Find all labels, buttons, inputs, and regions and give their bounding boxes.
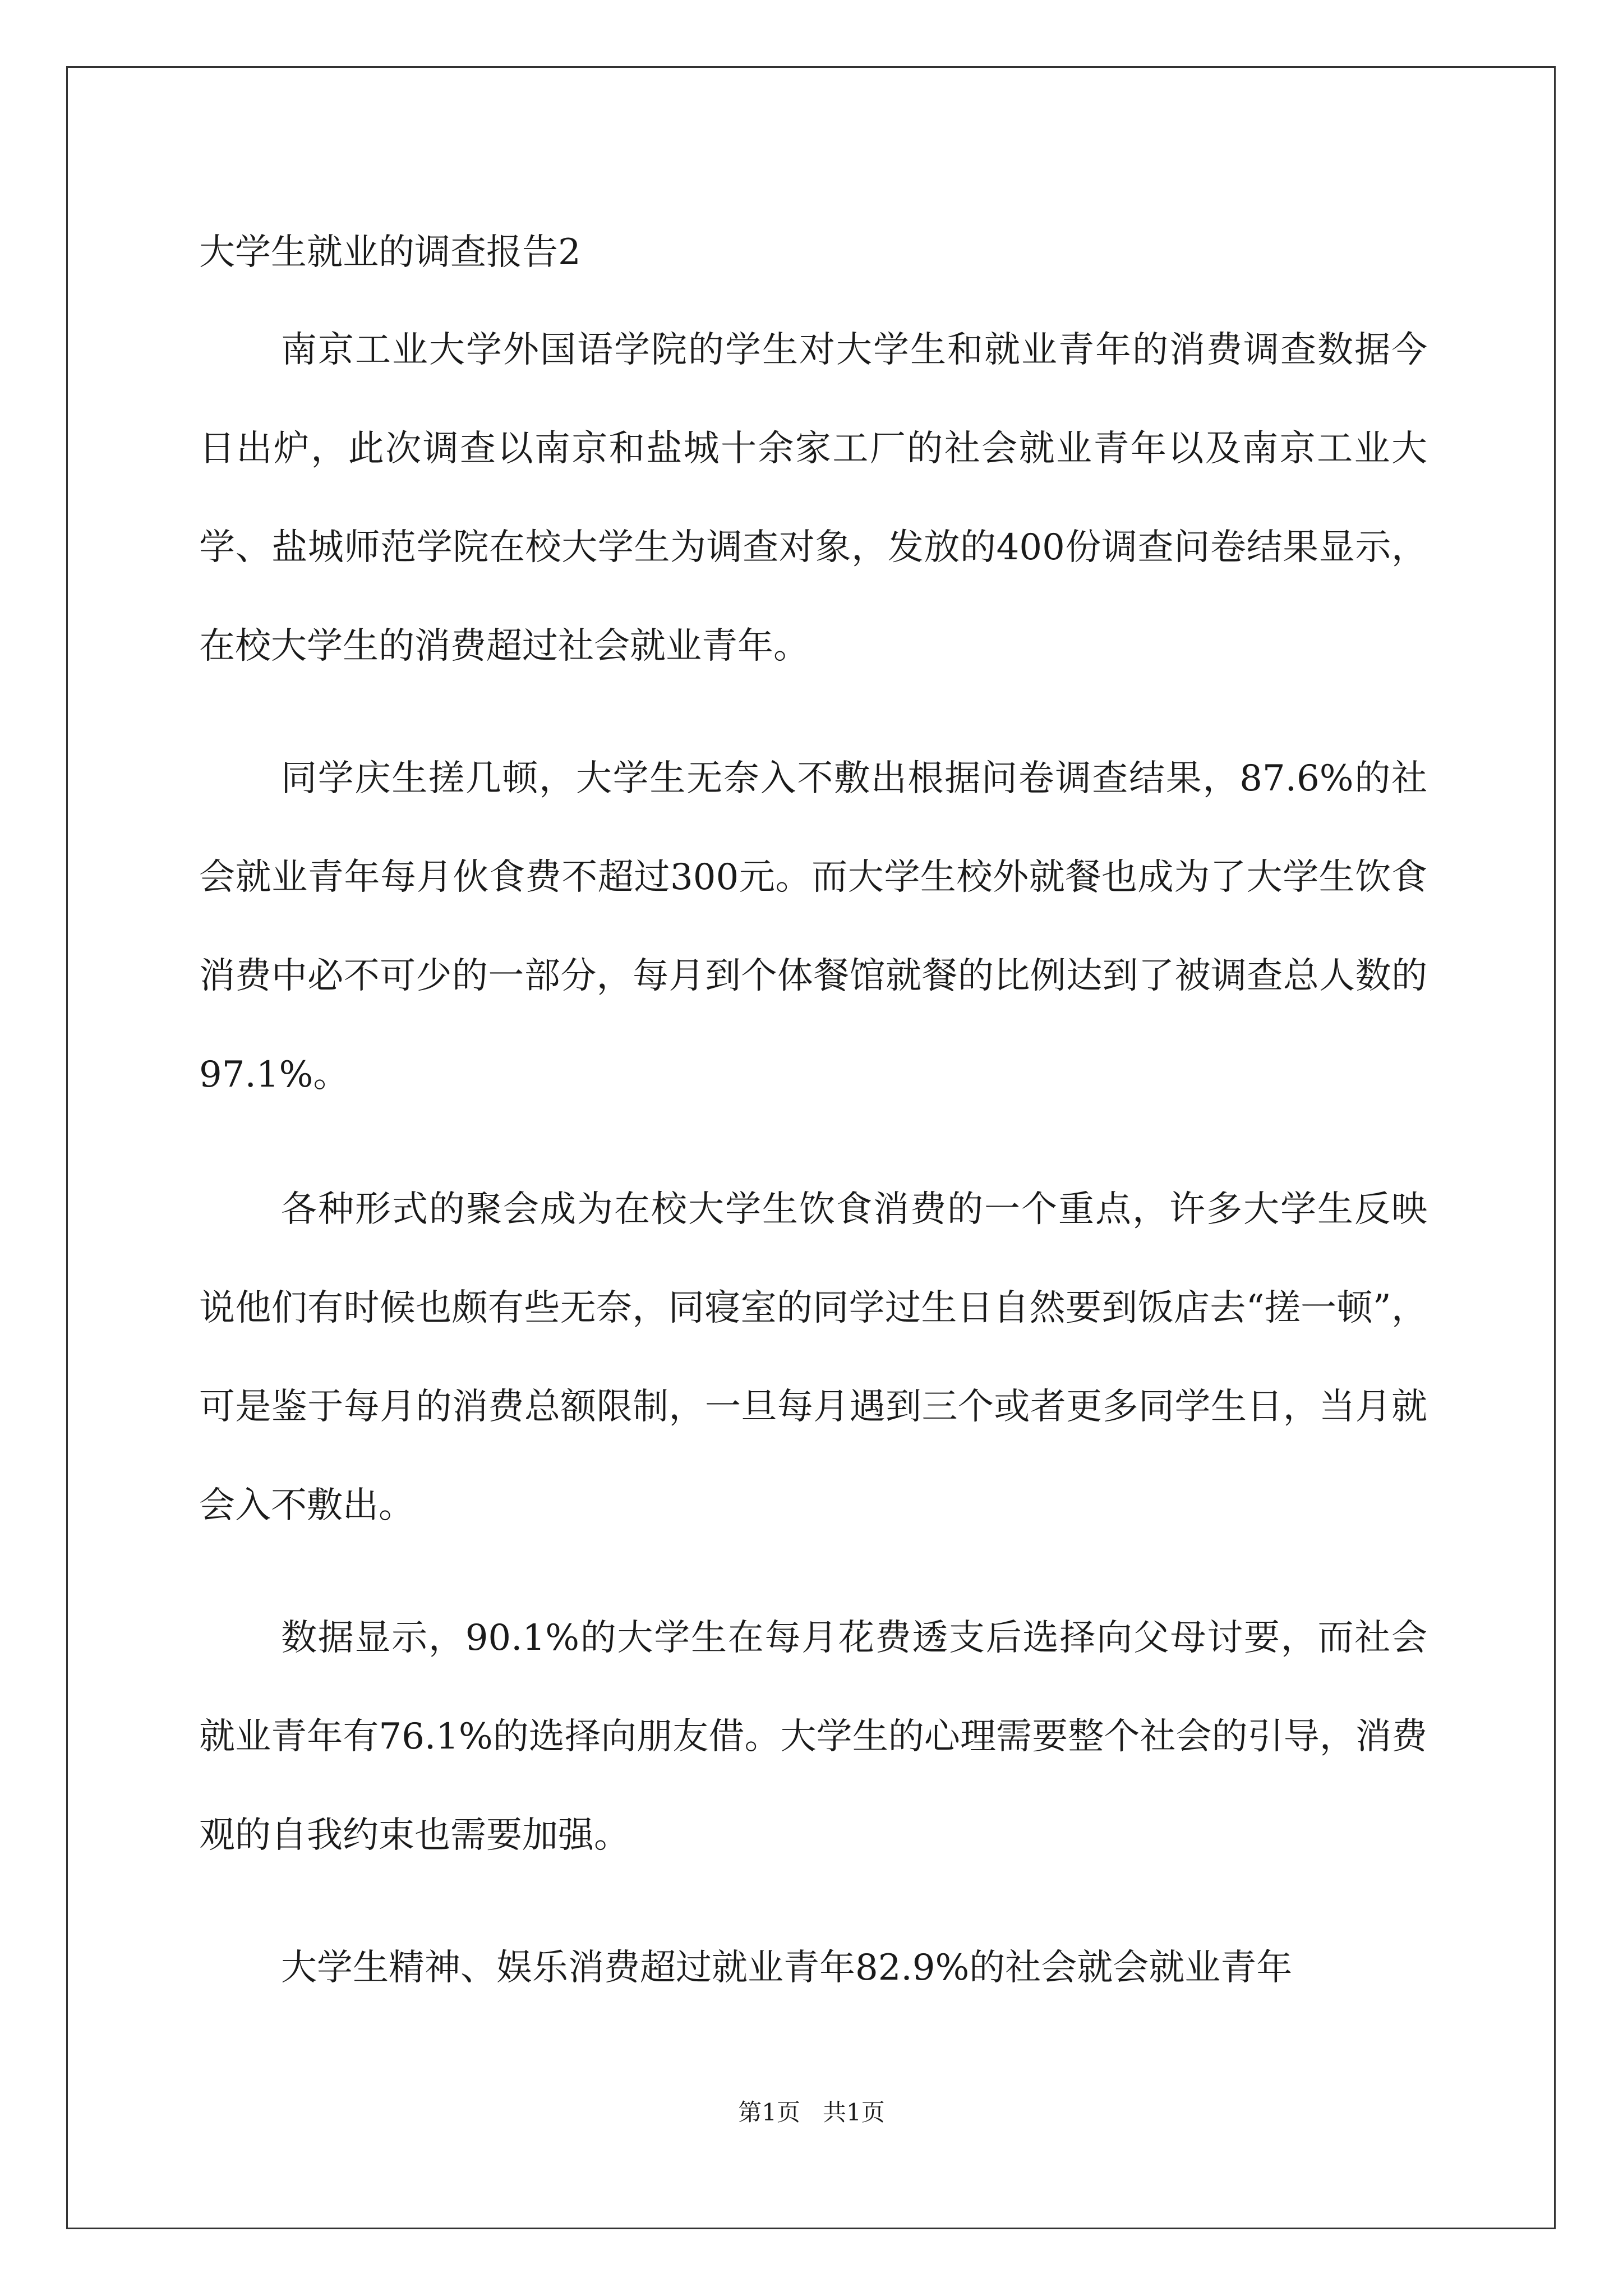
paragraph: 南京工业大学外国语学院的学生对大学生和就业青年的消费调查数据今日出炉，此次调查以南京和盐城十余家工厂的社会就业青年以及南京工业大学、盐城师范学院在校大学生为调查对象，发放的400份调查问卷结果显示，在校大学生的消费超过社会就业青年。: [199, 329, 1427, 667]
page-footer: 第1页 共1页: [738, 2099, 885, 2126]
paragraph: 同学庆生搓几顿，大学生无奈入不敷出根据问卷调查结果，87.6%的社会就业青年每月伙食费不超过300元。而大学生校外就餐也成为了大学生饮食消费中必不可少的一部分，每月到个体餐馆就餐的比例达到了被调查总人数的97.1%。: [199, 758, 1427, 1096]
paragraph: 大学生精神、娱乐消费超过就业青年82.9%的社会就会就业青年: [281, 1947, 1293, 1989]
paragraph: 数据显示，90.1%的大学生在每月花费透支后选择向父母讨要，而社会就业青年有76.1%的选择向朋友借。大学生的心理需要整个社会的引导，消费观的自我约束也需要加强。: [199, 1617, 1427, 1856]
document-title: 大学生就业的调查报告2: [199, 232, 581, 273]
paragraph: 各种形式的聚会成为在校大学生饮食消费的一个重点，许多大学生反映说他们有时候也颇有些无奈，同寝室的同学过生日自然要到饭店去“搓一顿”，可是鉴于每月的消费总额限制，一旦每月遇到三个或者更多同学生日，当月就会入不敷出。: [199, 1189, 1427, 1526]
